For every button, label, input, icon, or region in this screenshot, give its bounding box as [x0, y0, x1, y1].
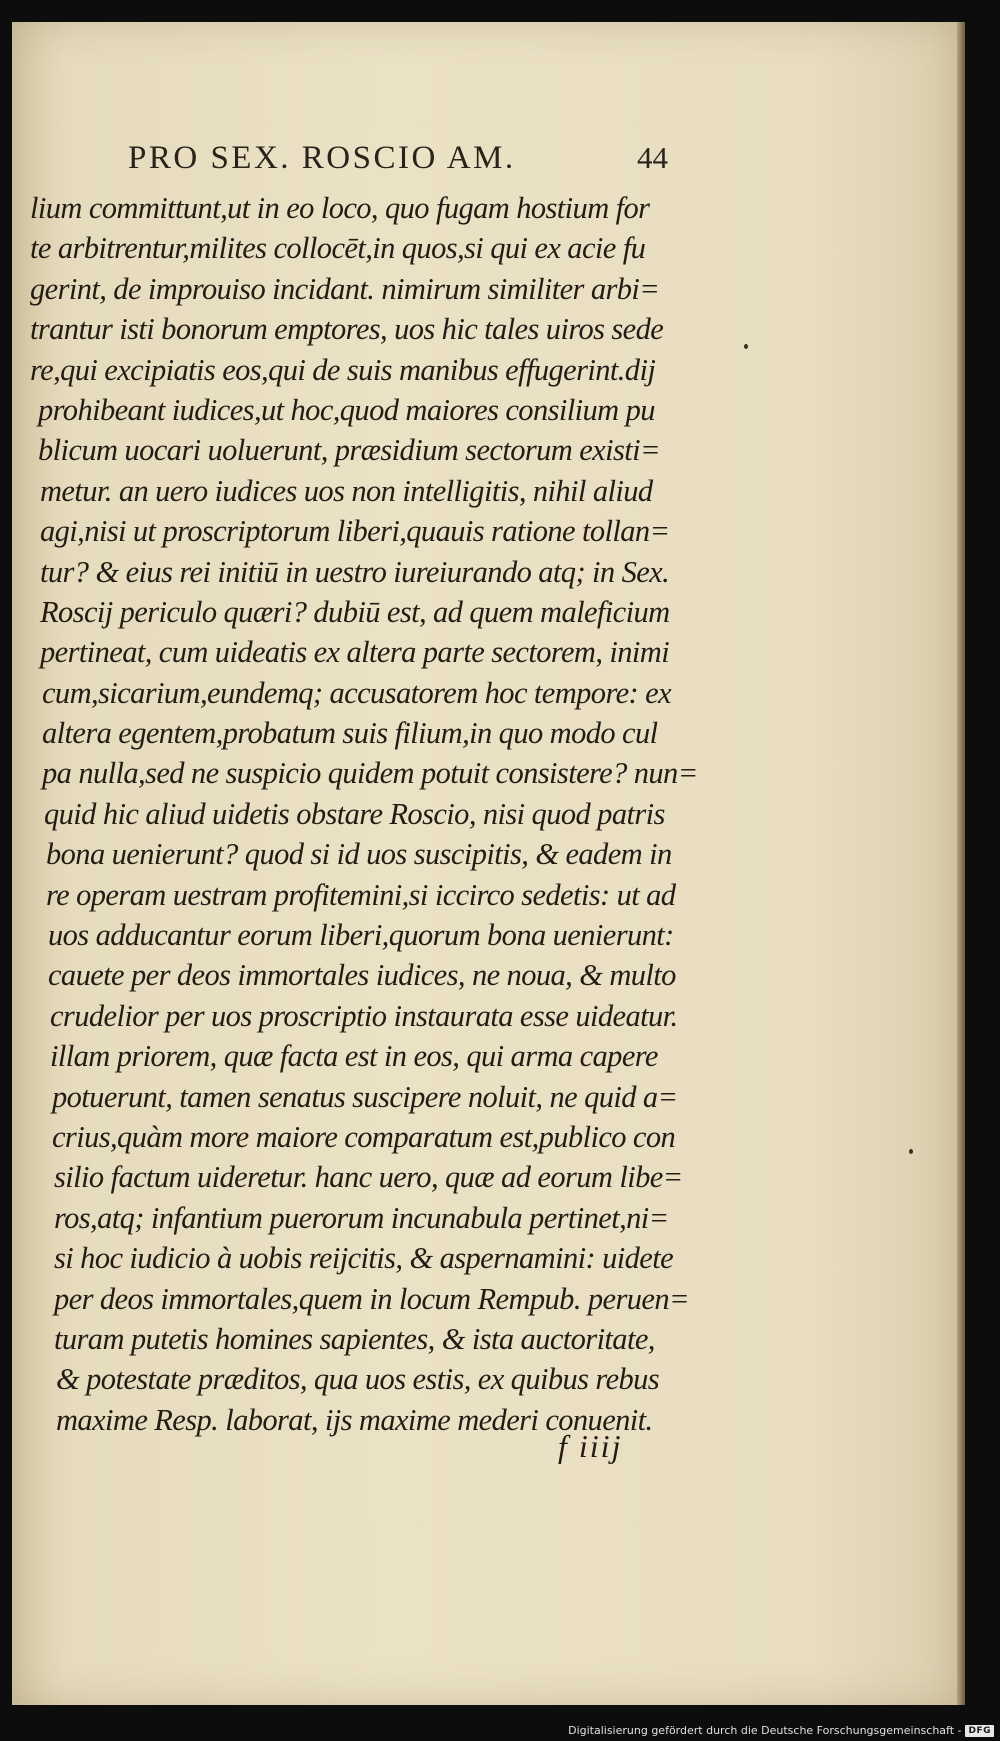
text-line: potuerunt, tamen senatus suscipere noluit, ne quid a= [52, 1079, 678, 1114]
text-line: te arbitrentur,milites collocēt,in quos,si qui ex acie fu [30, 231, 646, 266]
text-line: & potestate præditos, qua uos estis, ex quibus rebus [56, 1362, 660, 1397]
text-line: quid hic aliud uidetis obstare Roscio, nisi quod patris [44, 796, 665, 831]
text-line: turam putetis homines sapientes, & ista auctoritate, [54, 1321, 655, 1356]
text-line: re,qui excipiatis eos,qui de suis manibus effugerint.dij [30, 352, 656, 387]
text-line: prohibeant iudices,ut hoc,quod maiores consilium pu [38, 392, 655, 427]
text-line: tur? & eius rei initiū in uestro iureiurando atq; in Sex. [40, 554, 670, 589]
body-text [30, 188, 730, 1440]
text-line: maxime Resp. laborat, ijs maxime mederi conuenit. [56, 1402, 653, 1437]
text-line: cauete per deos immortales iudices, ne noua, & multo [48, 958, 676, 993]
text-line: gerint, de improuiso incidant. nimirum similiter arbi= [30, 271, 660, 306]
ink-speck [744, 344, 748, 349]
text-line: blicum uocari uoluerunt, præsidium sectorum existi= [38, 433, 660, 468]
dfg-logo-icon: DFG [965, 1725, 994, 1737]
credit-text: Digitalisierung gefördert durch die Deutsche Forschungsgemeinschaft - [568, 1724, 962, 1737]
text-line: crudelior per uos proscriptio instaurata esse uideatur. [50, 998, 678, 1033]
text-line: si hoc iudicio à uobis reijcitis, & aspernamini: uidete [54, 1241, 674, 1276]
text-line: silio factum uideretur. hanc uero, quæ ad eorum libe= [54, 1160, 683, 1195]
text-line: re operam uestram profitemini,si iccirco sedetis: ut ad [46, 877, 676, 912]
text-line: Roscij periculo quæri? dubiū est, ad quem maleficium [40, 594, 670, 629]
running-head [128, 140, 668, 192]
text-line: ros,atq; infantium puerorum incunabula pertinet,ni= [54, 1200, 669, 1235]
text-line: trantur isti bonorum emptores, uos hic tales uiros sede [30, 312, 664, 347]
text-line: lium committunt,ut in eo loco, quo fugam hostium for [30, 191, 650, 225]
digitization-credit [568, 1724, 994, 1737]
signature-mark: f iiij [558, 1428, 623, 1464]
page-edge [957, 22, 965, 1705]
text-line: per deos immortales,quem in locum Rempub. peruen= [54, 1281, 689, 1316]
text-line: uos adducantur eorum liberi,quorum bona uenierunt: [48, 918, 674, 953]
text-line: crius,quàm more maiore comparatum est,publico con [52, 1119, 676, 1154]
text-line: bona uenierunt? quod si id uos suscipitis, & eadem in [46, 837, 672, 872]
running-title: PRO SEX. ROSCIO AM. [128, 140, 516, 176]
text-line: pa nulla,sed ne suspicio quidem potuit consistere? nun= [42, 756, 698, 791]
text-line: altera egentem,probatum suis filium,in quo modo cul [42, 716, 658, 751]
text-line: illam priorem, quæ facta est in eos, qui arma capere [50, 1039, 658, 1074]
text-line: agi,nisi ut proscriptorum liberi,quauis ratione tollan= [40, 514, 670, 549]
text-line: pertineat, cum uideatis ex altera parte sectorem, inimi [40, 635, 670, 670]
page-number: 44 [637, 140, 668, 175]
ink-speck [909, 1149, 913, 1154]
text-line: metur. an uero iudices uos non intelligitis, nihil aliud [40, 473, 653, 508]
text-line: cum,sicarium,eundemq; accusatorem hoc tempore: ex [42, 675, 671, 710]
